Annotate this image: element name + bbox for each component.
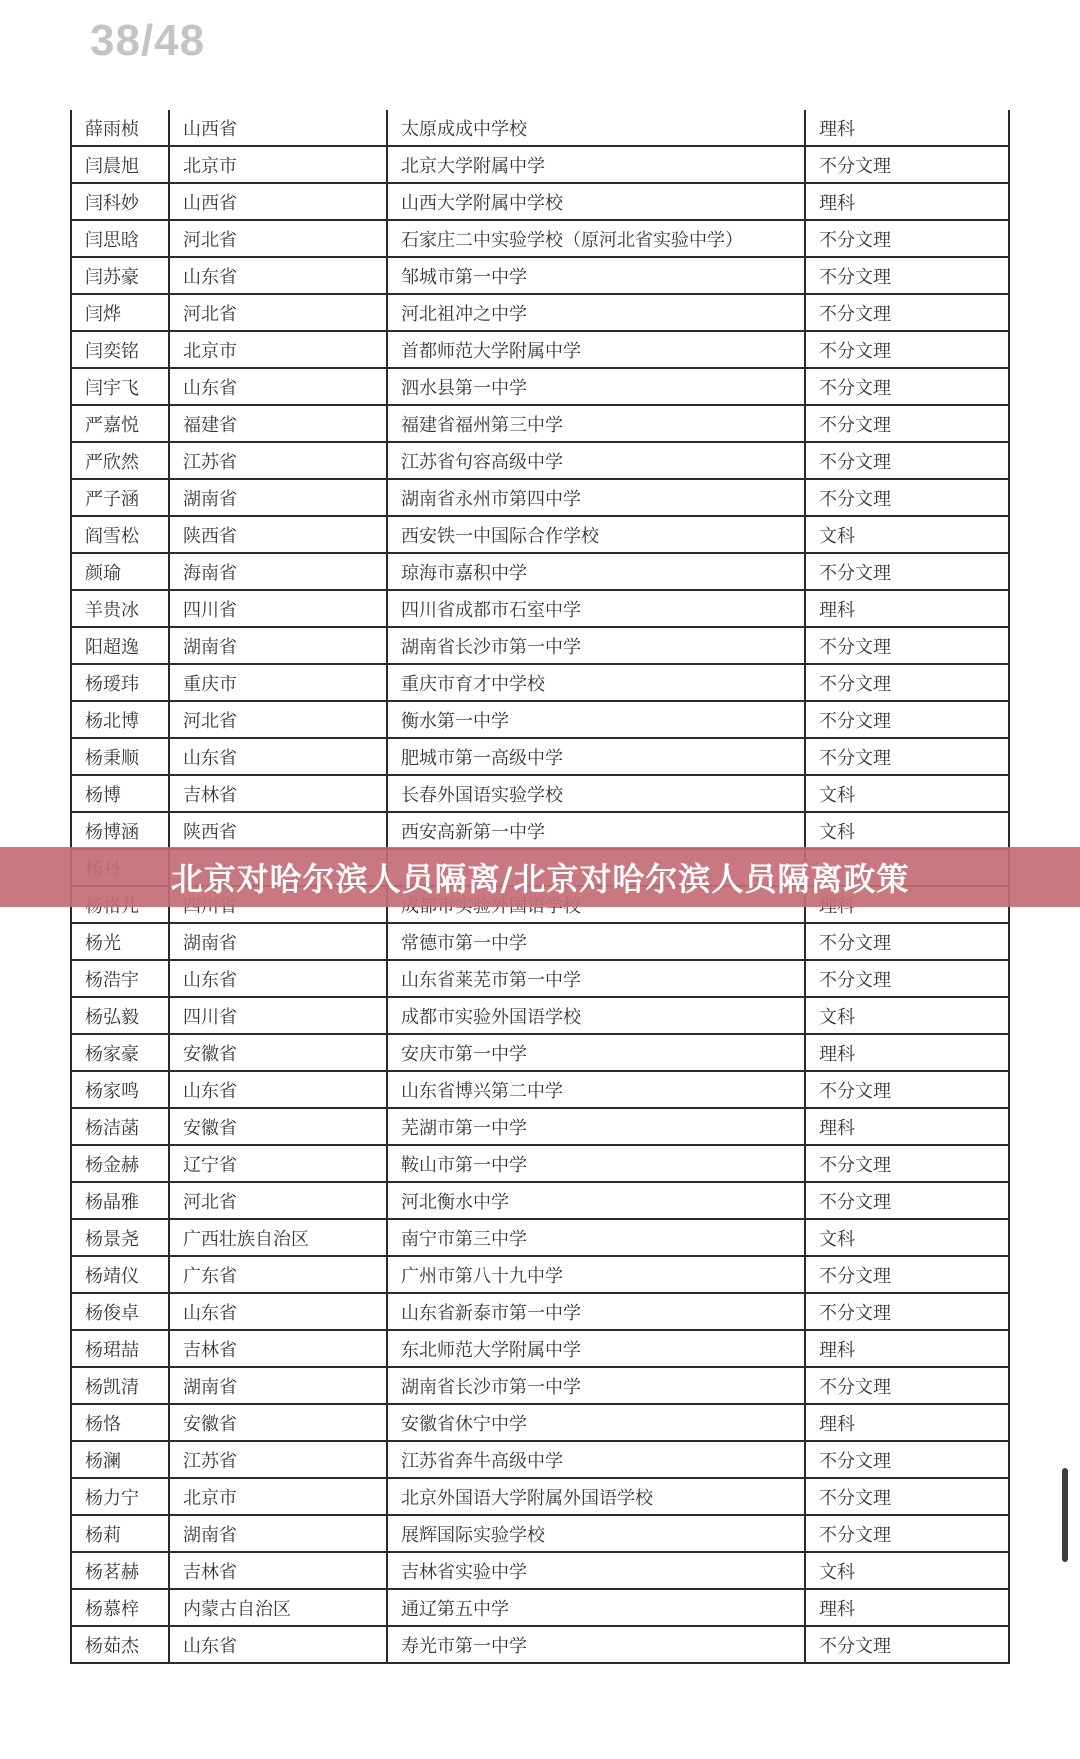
name-cell: 闫晨旭 xyxy=(71,146,169,183)
province-cell: 陕西省 xyxy=(169,812,387,849)
school-cell: 芜湖市第一中学 xyxy=(387,1108,805,1145)
table-row xyxy=(71,331,1009,368)
school-cell: 江苏省句容高级中学 xyxy=(387,442,805,479)
province-cell: 辽宁省 xyxy=(169,1145,387,1182)
name-cell: 杨力宁 xyxy=(71,1478,169,1515)
province-cell: 河北省 xyxy=(169,294,387,331)
school-cell: 泗水县第一中学 xyxy=(387,368,805,405)
name-cell: 杨光 xyxy=(71,923,169,960)
province-cell: 四川省 xyxy=(169,997,387,1034)
table-row xyxy=(71,1034,1009,1071)
school-cell: 吉林省实验中学 xyxy=(387,1552,805,1589)
table-row xyxy=(71,1589,1009,1626)
table-row xyxy=(71,1552,1009,1589)
province-cell: 湖南省 xyxy=(169,1367,387,1404)
subject-cell: 理科 xyxy=(805,1330,1009,1367)
subject-cell: 文科 xyxy=(805,1219,1009,1256)
title-banner xyxy=(0,847,1080,907)
name-cell: 闫宇飞 xyxy=(71,368,169,405)
subject-cell: 文科 xyxy=(805,997,1009,1034)
province-cell: 吉林省 xyxy=(169,775,387,812)
school-cell: 江苏省奔牛高级中学 xyxy=(387,1441,805,1478)
school-cell: 琼海市嘉积中学 xyxy=(387,553,805,590)
subject-cell: 不分文理 xyxy=(805,923,1009,960)
school-cell: 展辉国际实验学校 xyxy=(387,1515,805,1552)
province-cell: 北京市 xyxy=(169,331,387,368)
province-cell: 陕西省 xyxy=(169,516,387,553)
table-row xyxy=(71,257,1009,294)
school-cell: 湖南省长沙市第一中学 xyxy=(387,1367,805,1404)
subject-cell: 不分文理 xyxy=(805,1626,1009,1663)
name-cell: 羊贵冰 xyxy=(71,590,169,627)
province-cell: 福建省 xyxy=(169,405,387,442)
subject-cell: 不分文理 xyxy=(805,627,1009,664)
table-row xyxy=(71,1626,1009,1663)
subject-cell: 不分文理 xyxy=(805,1441,1009,1478)
name-cell: 杨靖仪 xyxy=(71,1256,169,1293)
name-cell: 杨恪 xyxy=(71,1404,169,1441)
subject-cell: 不分文理 xyxy=(805,701,1009,738)
table-row xyxy=(71,1367,1009,1404)
province-cell: 安徽省 xyxy=(169,1108,387,1145)
province-cell: 山东省 xyxy=(169,1293,387,1330)
school-cell: 鞍山市第一中学 xyxy=(387,1145,805,1182)
school-cell: 肥城市第一高级中学 xyxy=(387,738,805,775)
name-cell: 严嘉悦 xyxy=(71,405,169,442)
name-cell: 杨晶雅 xyxy=(71,1182,169,1219)
table-row xyxy=(71,1515,1009,1552)
subject-cell: 不分文理 xyxy=(805,1293,1009,1330)
subject-cell: 不分文理 xyxy=(805,1182,1009,1219)
table-row xyxy=(71,220,1009,257)
school-cell: 安庆市第一中学 xyxy=(387,1034,805,1071)
province-cell: 内蒙古自治区 xyxy=(169,1589,387,1626)
subject-cell: 不分文理 xyxy=(805,220,1009,257)
scrollbar-thumb[interactable] xyxy=(1062,1468,1068,1562)
banner-title: 北京对哈尔滨人员隔离/北京对哈尔滨人员隔离政策 xyxy=(170,860,910,898)
province-cell: 河北省 xyxy=(169,1182,387,1219)
school-cell: 常德市第一中学 xyxy=(387,923,805,960)
name-cell: 严子涵 xyxy=(71,479,169,516)
school-cell: 通辽第五中学 xyxy=(387,1589,805,1626)
school-cell: 山东省新泰市第一中学 xyxy=(387,1293,805,1330)
table-row xyxy=(71,1219,1009,1256)
name-cell: 闫思晗 xyxy=(71,220,169,257)
table-row xyxy=(71,590,1009,627)
table-row xyxy=(71,1256,1009,1293)
school-cell: 广州市第八十九中学 xyxy=(387,1256,805,1293)
table-row xyxy=(71,1293,1009,1330)
subject-cell: 理科 xyxy=(805,590,1009,627)
table-row xyxy=(71,1404,1009,1441)
subject-cell: 不分文理 xyxy=(805,479,1009,516)
table-row xyxy=(71,405,1009,442)
name-cell: 杨景尧 xyxy=(71,1219,169,1256)
name-cell: 杨博涵 xyxy=(71,812,169,849)
subject-cell: 不分文理 xyxy=(805,738,1009,775)
name-cell: 杨茗赫 xyxy=(71,1552,169,1589)
name-cell: 颜瑜 xyxy=(71,553,169,590)
province-cell: 重庆市 xyxy=(169,664,387,701)
subject-cell: 不分文理 xyxy=(805,1367,1009,1404)
name-cell: 杨家豪 xyxy=(71,1034,169,1071)
name-cell: 杨珺喆 xyxy=(71,1330,169,1367)
table-row xyxy=(71,1071,1009,1108)
name-cell: 阳超逸 xyxy=(71,627,169,664)
subject-cell: 理科 xyxy=(805,183,1009,220)
table-row xyxy=(71,516,1009,553)
name-cell: 杨慕梓 xyxy=(71,1589,169,1626)
name-cell: 严欣然 xyxy=(71,442,169,479)
province-cell: 四川省 xyxy=(169,590,387,627)
subject-cell: 文科 xyxy=(805,516,1009,553)
table-row xyxy=(71,1330,1009,1367)
school-cell: 西安铁一中国际合作学校 xyxy=(387,516,805,553)
table-row xyxy=(71,294,1009,331)
school-cell: 河北祖冲之中学 xyxy=(387,294,805,331)
school-cell: 太原成成中学校 xyxy=(387,110,805,146)
name-cell: 杨凯清 xyxy=(71,1367,169,1404)
school-cell: 首都师范大学附属中学 xyxy=(387,331,805,368)
province-cell: 山东省 xyxy=(169,257,387,294)
school-cell: 重庆市育才中学校 xyxy=(387,664,805,701)
name-cell: 杨秉顺 xyxy=(71,738,169,775)
subject-cell: 不分文理 xyxy=(805,331,1009,368)
name-cell: 杨茹杰 xyxy=(71,1626,169,1663)
subject-cell: 理科 xyxy=(805,110,1009,146)
table-row xyxy=(71,997,1009,1034)
table-row xyxy=(71,442,1009,479)
table-row xyxy=(71,1441,1009,1478)
table-row xyxy=(71,553,1009,590)
table-row xyxy=(71,627,1009,664)
name-cell: 闫烨 xyxy=(71,294,169,331)
province-cell: 河北省 xyxy=(169,220,387,257)
name-cell: 杨莉 xyxy=(71,1515,169,1552)
school-cell: 南宁市第三中学 xyxy=(387,1219,805,1256)
province-cell: 安徽省 xyxy=(169,1404,387,1441)
table-row xyxy=(71,1478,1009,1515)
table-row xyxy=(71,775,1009,812)
province-cell: 吉林省 xyxy=(169,1330,387,1367)
subject-cell: 不分文理 xyxy=(805,1256,1009,1293)
subject-cell: 不分文理 xyxy=(805,1515,1009,1552)
subject-cell: 不分文理 xyxy=(805,553,1009,590)
province-cell: 河北省 xyxy=(169,701,387,738)
school-cell: 湖南省永州市第四中学 xyxy=(387,479,805,516)
school-cell: 石家庄二中实验学校（原河北省实验中学） xyxy=(387,220,805,257)
subject-cell: 不分文理 xyxy=(805,146,1009,183)
subject-cell: 理科 xyxy=(805,1034,1009,1071)
province-cell: 湖南省 xyxy=(169,923,387,960)
province-cell: 海南省 xyxy=(169,553,387,590)
subject-cell: 理科 xyxy=(805,1404,1009,1441)
page-counter: 38/48 xyxy=(90,16,206,65)
school-cell: 湖南省长沙市第一中学 xyxy=(387,627,805,664)
subject-cell: 文科 xyxy=(805,775,1009,812)
subject-cell: 不分文理 xyxy=(805,1478,1009,1515)
table-row xyxy=(71,1145,1009,1182)
name-cell: 杨家鸣 xyxy=(71,1071,169,1108)
province-cell: 湖南省 xyxy=(169,627,387,664)
school-cell: 河北衡水中学 xyxy=(387,1182,805,1219)
school-cell: 山东省博兴第二中学 xyxy=(387,1071,805,1108)
school-cell: 福建省福州第三中学 xyxy=(387,405,805,442)
table-row xyxy=(71,1182,1009,1219)
province-cell: 湖南省 xyxy=(169,1515,387,1552)
school-cell: 寿光市第一中学 xyxy=(387,1626,805,1663)
province-cell: 山西省 xyxy=(169,110,387,146)
subject-cell: 理科 xyxy=(805,1108,1009,1145)
subject-cell: 不分文理 xyxy=(805,960,1009,997)
table-row xyxy=(71,1108,1009,1145)
name-cell: 闫苏豪 xyxy=(71,257,169,294)
name-cell: 杨金赫 xyxy=(71,1145,169,1182)
subject-cell: 不分文理 xyxy=(805,294,1009,331)
name-cell: 薛雨桢 xyxy=(71,110,169,146)
province-cell: 山东省 xyxy=(169,738,387,775)
school-cell: 邹城市第一中学 xyxy=(387,257,805,294)
name-cell: 杨洁菡 xyxy=(71,1108,169,1145)
table-row xyxy=(71,146,1009,183)
name-cell: 闫科妙 xyxy=(71,183,169,220)
school-cell: 北京大学附属中学 xyxy=(387,146,805,183)
province-cell: 广西壮族自治区 xyxy=(169,1219,387,1256)
table-row xyxy=(71,664,1009,701)
province-cell: 江苏省 xyxy=(169,1441,387,1478)
province-cell: 山东省 xyxy=(169,960,387,997)
name-cell: 杨弘毅 xyxy=(71,997,169,1034)
subject-cell: 不分文理 xyxy=(805,1071,1009,1108)
subject-cell: 不分文理 xyxy=(805,442,1009,479)
table-row xyxy=(71,110,1009,146)
school-cell: 北京外国语大学附属外国语学校 xyxy=(387,1478,805,1515)
province-cell: 安徽省 xyxy=(169,1034,387,1071)
name-cell: 阎雪松 xyxy=(71,516,169,553)
table-row xyxy=(71,812,1009,849)
school-cell: 长春外国语实验学校 xyxy=(387,775,805,812)
school-cell: 安徽省休宁中学 xyxy=(387,1404,805,1441)
province-cell: 山东省 xyxy=(169,368,387,405)
subject-cell: 文科 xyxy=(805,1552,1009,1589)
table-row xyxy=(71,701,1009,738)
subject-cell: 不分文理 xyxy=(805,664,1009,701)
province-cell: 江苏省 xyxy=(169,442,387,479)
school-cell: 四川省成都市石室中学 xyxy=(387,590,805,627)
subject-cell: 文科 xyxy=(805,812,1009,849)
name-cell: 杨俊卓 xyxy=(71,1293,169,1330)
province-cell: 北京市 xyxy=(169,146,387,183)
name-cell: 闫奕铭 xyxy=(71,331,169,368)
school-cell: 山西大学附属中学校 xyxy=(387,183,805,220)
province-cell: 山西省 xyxy=(169,183,387,220)
table-row xyxy=(71,738,1009,775)
table-row xyxy=(71,368,1009,405)
province-cell: 广东省 xyxy=(169,1256,387,1293)
subject-cell: 不分文理 xyxy=(805,368,1009,405)
table-row xyxy=(71,479,1009,516)
school-cell: 成都市实验外国语学校 xyxy=(387,997,805,1034)
name-cell: 杨博 xyxy=(71,775,169,812)
school-cell: 山东省莱芜市第一中学 xyxy=(387,960,805,997)
name-cell: 杨北博 xyxy=(71,701,169,738)
subject-cell: 不分文理 xyxy=(805,405,1009,442)
subject-cell: 不分文理 xyxy=(805,1145,1009,1182)
province-cell: 湖南省 xyxy=(169,479,387,516)
province-cell: 吉林省 xyxy=(169,1552,387,1589)
province-cell: 山东省 xyxy=(169,1626,387,1663)
subject-cell: 理科 xyxy=(805,1589,1009,1626)
table-row xyxy=(71,183,1009,220)
school-cell: 衡水第一中学 xyxy=(387,701,805,738)
province-cell: 山东省 xyxy=(169,1071,387,1108)
subject-cell: 不分文理 xyxy=(805,257,1009,294)
school-cell: 西安高新第一中学 xyxy=(387,812,805,849)
province-cell: 北京市 xyxy=(169,1478,387,1515)
name-cell: 杨澜 xyxy=(71,1441,169,1478)
school-cell: 东北师范大学附属中学 xyxy=(387,1330,805,1367)
table-row xyxy=(71,960,1009,997)
table-row xyxy=(71,923,1009,960)
name-cell: 杨瑷玮 xyxy=(71,664,169,701)
name-cell: 杨浩宇 xyxy=(71,960,169,997)
